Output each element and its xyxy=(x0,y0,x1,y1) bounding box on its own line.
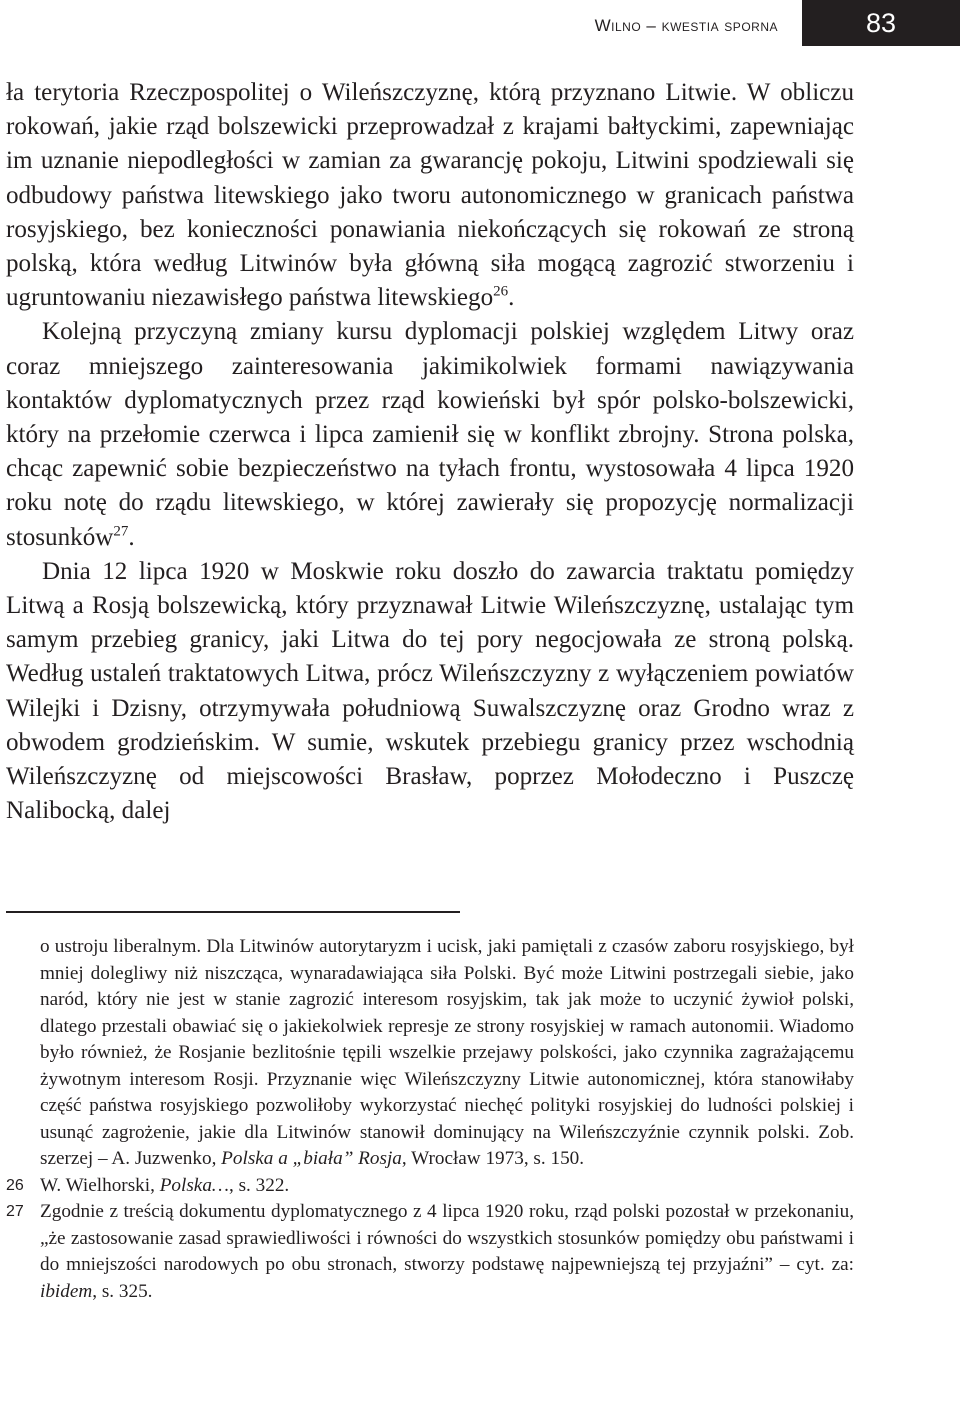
footnote-cont-text: o ustroju liberalnym. Dla Litwinów autorytaryzm i ucisk, jaki pamiętali z czasów zaboru rosyjskiego, był mniej dolegliwy niż niszcząca, wynaradawiająca siła Polski. Być może Litwini postrzegali siebie, jako naród, który nie jest w stanie zagrozić interesom rosyjskim, tak jak może to uczynić żywioł polski, dlatego przestali obawiać się o jakiekolwiek represje ze strony rosyjskiej w ramach autonomii. Wiadomo było również, że Rosjanie bezlitośnie tępili wszelkie przejawy polskości, jako czynnika zagrażającemu żywotnym interesom Rosji. Przyznanie więc Wileńszczyzny Litwie autonomicznej, która stanowiłaby część państwa rosyjskiego pozwoliłoby wykorzystać niechęć polityki rosyjskiej do ludności polskiej i usunąć zagrożenie, jakie dla Litwinów stanowił dominujący na Wileńszczyźnie czynnik polski. Zob. szerzej – A. Juzwenko, xyxy=(40,936,854,1169)
footnote-27 xyxy=(6,1199,854,1305)
page-number-box xyxy=(802,0,960,46)
running-title: Wilno – kwestia sporna xyxy=(594,16,778,35)
paragraph-1 xyxy=(6,76,854,315)
footnote-26 xyxy=(6,1173,854,1200)
footnotes xyxy=(6,934,854,1305)
running-header xyxy=(0,0,960,48)
footnote-26-number: 26 xyxy=(6,1176,24,1194)
paragraph-2-text: Kolejną przyczyną zmiany kursu dyplomacji polskiej względem Litwy oraz coraz mniejszego zainteresowania jakimikolwiek formami nawiązywania kontaktów dyplomatycznych przez rząd kowieński był spór polsko-bolszewicki, który na przełomie czerwca i lipca zamienił się w konflikt zbrojny. Strona polska, chcąc zapewnić sobie bezpieczeństwo na tyłach frontu, wystosowała 4 lipca 1920 roku notę do rządu litewskiego, w której zawierały się propozycję normalizacji stosunków xyxy=(6,318,854,551)
paragraph-1-end: . xyxy=(508,284,515,312)
footnote-cont-end: , Wrocław 1973, s. 150. xyxy=(401,1148,585,1169)
footnote-27-number: 27 xyxy=(6,1203,24,1220)
page-number: 83 xyxy=(865,7,897,38)
footnote-ref-26[interactable]: 26 xyxy=(493,283,509,300)
footnote-27-text: Zgodnie z treścią dokumentu dyplomatycznego z 4 lipca 1920 roku, rząd polski pozostał w przekonaniu, „że zastosowanie zasad sprawiedliwości i równości do wszystkich stosunków pomiędzy obu państwami i do mniejszości narodowych po obu stronach, stworzy podstawę najpewniejszą tej przyjaźni” – cyt. za: xyxy=(40,1201,854,1275)
footnote-26-title: Polska… xyxy=(159,1174,229,1196)
footnote-cont-title: Polska a „biała” Rosja xyxy=(221,1148,402,1169)
paragraph-2 xyxy=(6,315,854,554)
body-text xyxy=(6,76,854,828)
paragraph-1-text: ła terytoria Rzeczpospolitej o Wileńszczyznę, którą przyznano Litwie. W obliczu rokowań, jakie rząd bolszewicki przeprowadzał z krajami bałtyckimi, zapewniając im uznanie niepodległości w zamian za gwarancję pokoju, Litwini spodziewali się odbudowy państwa litewskiego jako tworu autonomicznego w granicach państwa rosyjskiego, bez konieczności ponawiania niekończących się rokowań ze stroną polską, która według Litwinów była główną siła mogącą zagrozić stworzeniu i ugruntowaniu niezawisłego państwa litewskiego xyxy=(6,79,854,312)
paragraph-2-end: . xyxy=(128,523,135,551)
paragraph-3 xyxy=(6,555,854,829)
footnote-26-end: , s. 322. xyxy=(228,1174,290,1196)
footnote-26-text: W. Wielhorski, xyxy=(40,1174,160,1196)
footnote-27-ibidem: ibidem xyxy=(40,1280,93,1302)
footnote-ref-27[interactable]: 27 xyxy=(113,523,129,540)
paragraph-3-text: Dnia 12 lipca 1920 w Moskwie roku doszło do zawarcia traktatu pomiędzy Litwą a Rosją bolszewicką, który przyznawał Litwie Wileńszczyznę, ustalając tym samym przebieg granicy, jaki Litwa do tej pory negocjowała ze stroną polską. Według ustaleń traktatowych Litwa, prócz Wileńszczyzny z wyłączeniem powiatów Wilejki i Dzisny, otrzymywała południową Suwalszczyznę oraz Grodno wraz z obwodem grodzieńskim. W sumie, wskutek przebiegu granicy przez wschodnią Wileńszczyznę od miejscowości Brasław, poprzez Mołodeczno i Puszczę Nalibocką, dalej xyxy=(6,557,854,825)
footnote-separator xyxy=(6,911,460,913)
footnote-27-end: , s. 325. xyxy=(92,1280,153,1302)
footnote-continuation xyxy=(6,934,854,1173)
